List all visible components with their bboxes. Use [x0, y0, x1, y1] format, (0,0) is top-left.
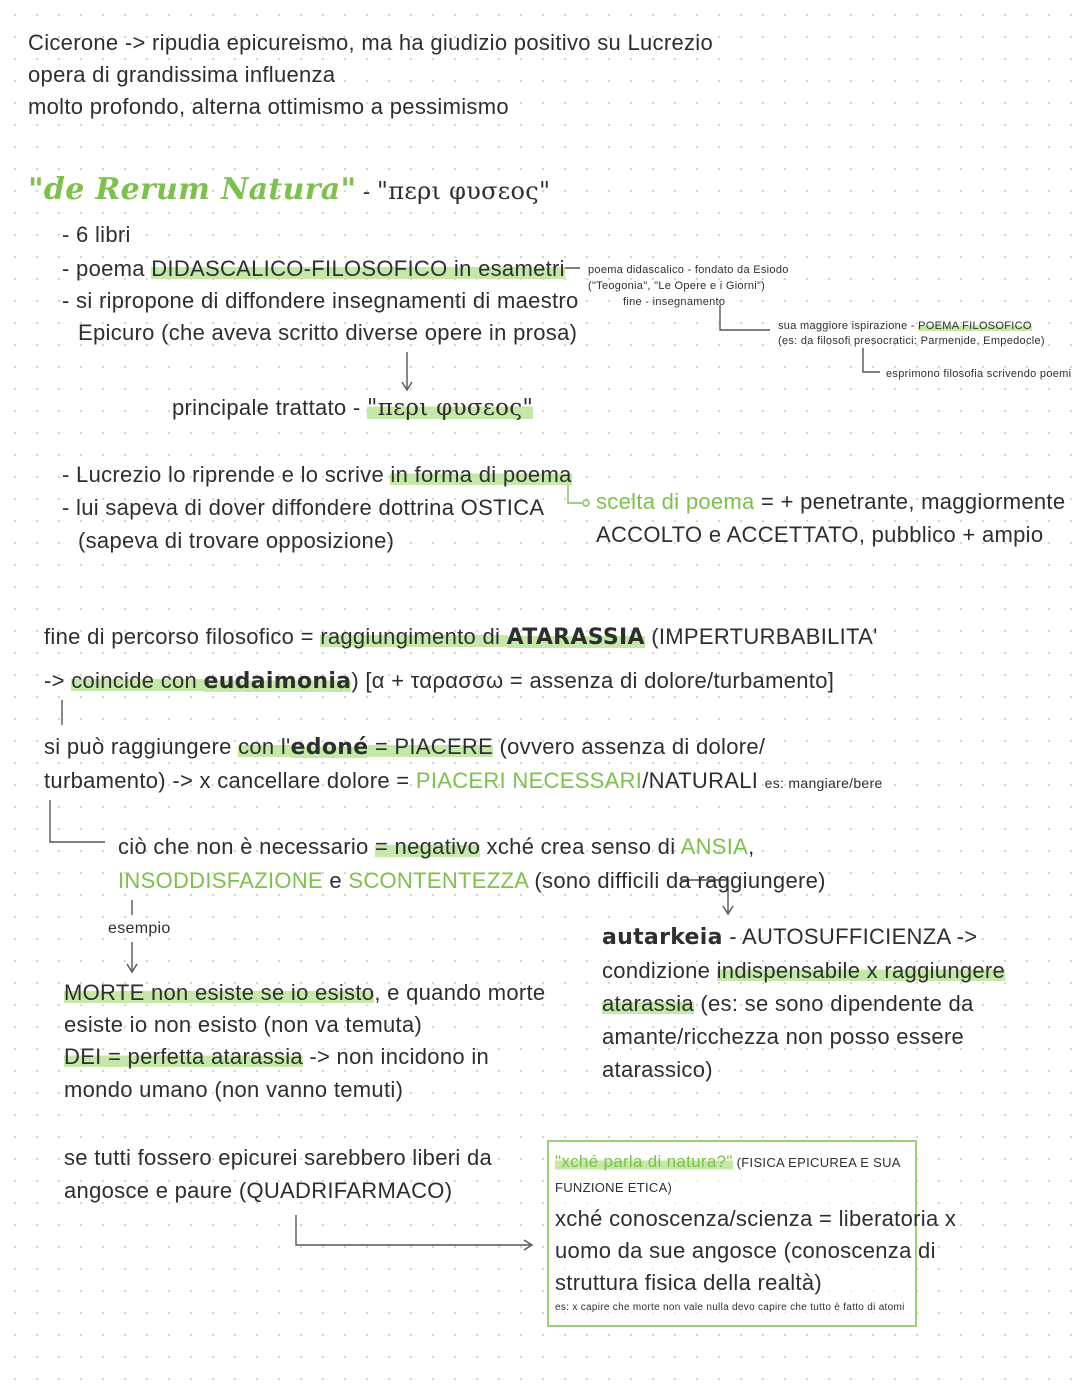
necessario-pre: ciò che non è necessario	[118, 834, 375, 859]
bullet-ripropone-cont: Epicuro (che aveva scritto diverse opere in prosa)	[78, 320, 578, 345]
box-question: "xché parla di natura?"	[555, 1152, 733, 1171]
fine-l2-pre: ->	[44, 668, 72, 693]
necessario-insoddisfazione: INSODDISFAZIONE	[118, 868, 323, 893]
note-esprimono: esprimono filosofia scrivendo poemi	[886, 368, 1072, 380]
note-esiodo-works: ("Teogonia", "Le Opere e i Giorni")	[588, 280, 766, 292]
necessario-mid: xché crea senso di	[480, 834, 681, 859]
dei-line-1	[64, 1044, 489, 1070]
box-question-post: (FISICA EPICUREA E SUA	[732, 1155, 901, 1170]
piacere-line-2	[44, 768, 883, 794]
connector-piacere	[50, 800, 105, 842]
arrow-box	[296, 1215, 530, 1245]
fine-eudaimonia: eudaimonia	[203, 669, 352, 694]
autarkeia-line-2	[602, 958, 1005, 984]
scelta-rest: = + penetrante, maggiormente	[754, 489, 1066, 514]
box-funzione: FUNZIONE ETICA)	[555, 1180, 673, 1195]
autarkeia-l3-hl: atarassia	[602, 991, 694, 1016]
bullet-poema-highlight: DIDASCALICO-FILOSOFICO in esametri	[151, 256, 565, 281]
piacere-necessari: PIACERI NECESSARI	[415, 768, 643, 793]
note-ispirazione	[778, 320, 1032, 332]
bullet-ostica: - lui sapeva di dover diffondere dottrina OSTICA	[62, 495, 545, 520]
note-ispirazione-pre: sua maggiore ispirazione -	[778, 320, 919, 332]
necessario-line-1	[118, 834, 755, 860]
morte-line-2: esiste io non esisto (non va temuta)	[64, 1012, 423, 1037]
bullet-libri: - 6 libri	[62, 222, 131, 247]
piacere-pre: si può raggiungere	[44, 734, 239, 759]
necessario-l2-end: (sono difficili da raggiungere)	[527, 868, 826, 893]
piacere-line-1	[44, 734, 765, 760]
necessario-scontentezza: SCONTENTEZZA	[348, 868, 528, 893]
box-question-line	[555, 1152, 901, 1172]
box-line-2: uomo da sue angosce (conoscenza di	[555, 1238, 936, 1263]
fine-line-2	[44, 668, 834, 694]
piacere-post: (ovvero assenza di dolore/	[493, 734, 766, 759]
necessario-hl: = negativo	[375, 834, 481, 859]
dei-hl: DEI = perfetta atarassia	[64, 1044, 303, 1069]
esempio-label: esempio	[108, 920, 171, 937]
connector-ispirazione	[720, 305, 770, 330]
fine-l2-post: ) [α + ταρασσω = assenza di dolore/turbamento]	[351, 668, 835, 693]
piacere-hl2: = PIACERE	[368, 734, 494, 759]
bullet-poema-pre: - poema	[62, 256, 152, 281]
dei-post: -> non incidono in	[302, 1044, 490, 1069]
title-sep: -	[356, 179, 377, 204]
scelta-line-1	[596, 489, 1065, 515]
necessario-l2-mid: e	[322, 868, 349, 893]
note-ispirazione-hl: POEMA FILOSOFICO	[918, 320, 1032, 332]
necessario-ansia: ANSIA	[680, 834, 749, 859]
fine-hl: raggiungimento di	[320, 624, 507, 649]
title-latin: "de Rerum Natura"	[28, 172, 357, 207]
bullet-ripropone: - si ripropone di diffondere insegnamenti di maestro	[62, 288, 579, 313]
bullet-lucrezio-pre: - Lucrezio lo riprende e lo scrive	[62, 462, 391, 487]
autarkeia-l2-pre: condizione	[602, 958, 717, 983]
box-line-3: struttura fisica della realtà)	[555, 1270, 822, 1295]
fine-post: (IMPERTURBABILITA'	[644, 624, 878, 649]
necessario-end: ,	[748, 834, 755, 859]
morte-line-1	[64, 980, 545, 1006]
intro-line-1: Cicerone -> ripudia epicureismo, ma ha giudizio positivo su Lucrezio	[28, 30, 714, 55]
scelta-green: scelta di poema	[596, 489, 755, 514]
note-presocratici: (es: da filosofi presocratici: Parmenide, Empedocle)	[778, 335, 1045, 347]
box-line-1: xché conoscenza/scienza = liberatoria x	[555, 1206, 957, 1231]
autarkeia-line-1	[602, 924, 977, 950]
autarkeia-l3-post: (es: se sono dipendente da	[693, 991, 974, 1016]
fine-pre: fine di percorso filosofico =	[44, 624, 321, 649]
trattato-pre: principale trattato -	[172, 395, 367, 420]
morte-hl: MORTE non esiste se io esisto	[64, 980, 375, 1005]
autarkeia-line-4: amante/ricchezza non posso essere	[602, 1024, 965, 1049]
fine-atarassia: ATARASSIA	[506, 625, 645, 650]
intro-line-2: opera di grandissima influenza	[28, 62, 336, 87]
piacere-l2-pre: turbamento) -> x cancellare dolore =	[44, 768, 416, 793]
autarkeia-l2-hl: indispensabile x raggiungere	[716, 958, 1006, 983]
autarkeia-post: - AUTOSUFFICIENZA ->	[722, 924, 978, 949]
autarkeia-line-5: atarassico)	[602, 1057, 713, 1082]
bullet-lucrezio-hl: in forma di poema	[390, 462, 572, 487]
trattato-line	[172, 395, 533, 421]
note-fine: fine - insegnamento	[623, 296, 726, 308]
intro-line-3: molto profondo, alterna ottimismo a pessimismo	[28, 94, 509, 119]
connector-esprimono	[863, 348, 880, 372]
epicurei-line-1: se tutti fossero epicurei sarebbero liberi da	[64, 1145, 493, 1170]
trattato-greek: "περι φυσεος"	[366, 395, 534, 421]
piacere-example: es: mangiare/bere	[764, 775, 883, 791]
bullet-poema	[62, 256, 565, 282]
scelta-line-2: ACCOLTO e ACCETTATO, pubblico + ampio	[596, 522, 1044, 547]
morte-post: , e quando morte	[374, 980, 546, 1005]
title-greek: "περι φυσεος"	[376, 177, 551, 205]
box-example: es: x capire che morte non vale nulla devo capire che tutto è fatto di atomi	[555, 1302, 905, 1313]
autarkeia-term: autarkeia	[602, 925, 723, 950]
necessario-line-2	[118, 868, 826, 894]
autarkeia-line-3	[602, 991, 974, 1017]
note-poema-didascalico: poema didascalico - fondato da Esiodo	[588, 264, 789, 276]
dei-line-2: mondo umano (non vanno temuti)	[64, 1077, 404, 1102]
epicurei-line-2: angosce e paure (QUADRIFARMACO)	[64, 1178, 453, 1203]
piacere-edone: edoné	[290, 735, 369, 760]
piacere-naturali: /NATURALI	[642, 768, 765, 793]
fine-l2-hl: coincide con	[71, 668, 204, 693]
fine-line-1	[44, 624, 878, 650]
section-title	[28, 172, 550, 207]
piacere-hl: con l'	[238, 734, 291, 759]
bullet-ostica-cont: (sapeva di trovare opposizione)	[78, 528, 395, 553]
bullet-lucrezio	[62, 462, 572, 488]
